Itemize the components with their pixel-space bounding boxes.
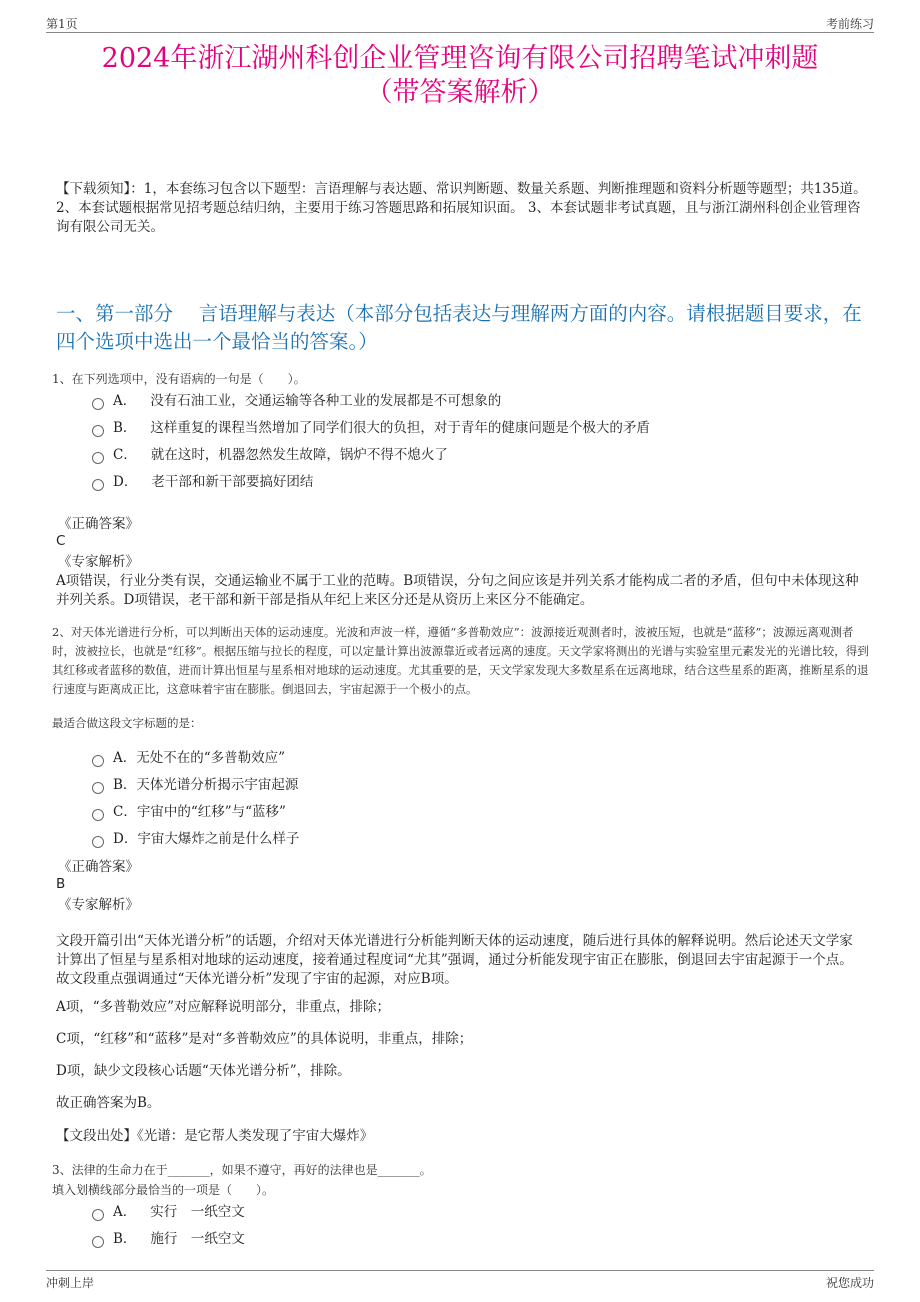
q2-source: 【文段出处】《光谱：是它帮人类发现了宇宙大爆炸》 <box>56 1128 374 1144</box>
radio-icon[interactable] <box>92 755 104 767</box>
q2-option-c[interactable]: C．宇宙中的“红移”与“蓝移” <box>92 802 286 822</box>
q3-option-b[interactable]: B． 施行 一纸空文 <box>92 1229 245 1249</box>
radio-icon[interactable] <box>92 836 104 848</box>
radio-icon[interactable] <box>92 1209 104 1221</box>
page-number: 第1页 <box>46 17 78 31</box>
question-3-prompt: 填入划横线部分最恰当的一项是（ ）。 <box>52 1183 275 1197</box>
expert-analysis-label: 《专家解析》 <box>58 897 139 913</box>
document-title <box>46 42 874 110</box>
footer-left: 冲刺上岸 <box>46 1276 95 1290</box>
title-line-1: 2024年浙江湖州科创企业管理咨询有限公司招聘笔试冲刺题 <box>101 43 819 74</box>
radio-icon[interactable] <box>92 1236 104 1248</box>
q2-analysis-d: D项，缺少文段核心话题“天体光谱分析”，排除。 <box>56 1063 351 1079</box>
radio-icon[interactable] <box>92 452 104 464</box>
radio-icon[interactable] <box>92 425 104 437</box>
q1-option-d[interactable]: D． 老干部和新干部要搞好团结 <box>92 472 313 492</box>
q2-analysis-main: 文段开篇引出“天体光谱分析”的话题，介绍对天体光谱进行分析能判断天体的运动速度，随后进行具体的解释说明。然后论述天文学家计算出了恒星与星系相对地球的运动速度，接着通过程度词“尤其”强调，通过分析能发现宇宙正在膨胀，倒退回去宇宙起源于一个点。故文段重点强调通过“天体光谱分析”发现了宇宙的起源，对应B项。 <box>56 933 853 987</box>
radio-icon[interactable] <box>92 479 104 491</box>
question-2-stem: 2、对天体光谱进行分析，可以判断出天体的运动速度。光波和声波一样，遵循“多普勒效应”：波源接近观测者时，波被压短，也就是“蓝移”；波源远离观测者时，波被拉长，也就是“红移”。根据压缩与拉长的程度，可以定量计算出波源靠近或者远离的速度。天文学家将测出的光谱与实验室里元素发光的光谱比较，得到其红移或者蓝移的数值，进而计算出恒星与星系相对地球的运动速度。尤其重要的是，天文学家发现大多数星系在远离地球，结合这些星系的距离，推断星系的退行速度与距离成正比，这意味着宇宙在膨胀。倒退回去，宇宙起源于一个极小的点。 <box>52 625 869 696</box>
q1-option-b[interactable]: B． 这样重复的课程当然增加了同学们很大的负担，对于青年的健康问题是个极大的矛盾 <box>92 418 650 438</box>
q2-option-a[interactable]: A．无处不在的“多普勒效应” <box>92 748 285 768</box>
q2-analysis-c: C项，“红移”和“蓝移”是对“多普勒效应”的具体说明，非重点，排除； <box>56 1031 473 1047</box>
q2-answer: B <box>56 876 66 892</box>
question-2-prompt: 最适合做这段文字标题的是： <box>52 716 202 730</box>
correct-answer-label: 《正确答案》 <box>58 516 139 532</box>
expert-analysis-label: 《专家解析》 <box>58 554 139 570</box>
correct-answer-label: 《正确答案》 <box>58 859 139 875</box>
header-tag: 考前练习 <box>825 17 874 31</box>
page-header <box>46 12 874 33</box>
q2-option-d[interactable]: D．宇宙大爆炸之前是什么样子 <box>92 829 299 849</box>
section-heading: 一、第一部分 言语理解与表达（本部分包括表达与理解两方面的内容。请根据题目要求，在四个选项中选出一个最恰当的答案。） <box>56 302 862 353</box>
radio-icon[interactable] <box>92 809 104 821</box>
title-line-2: （带答案解析） <box>365 77 555 108</box>
q2-conclusion: 故正确答案为B。 <box>56 1095 161 1111</box>
q1-analysis: A项错误，行业分类有误，交通运输业不属于工业的范畴。B项错误，分句之间应该是并列关系才能构成二者的矛盾，但句中未体现这种并列关系。D项错误，老干部和新干部是指从年纪上来区分还是从资历上来区分不能确定。 <box>56 573 859 608</box>
q1-answer: C <box>56 533 66 549</box>
download-notice: 【下载须知】：1，本套练习包含以下题型：言语理解与表达题、常识判断题、数量关系题、判断推理题和资料分析题等题型；共135道。 2、本套试题根据常见招考题总结归纳，主要用于练习答题思路和拓展知识面。 3、本套试题非考试真题，且与浙江湖州科创企业管理咨询有限公司无关。 <box>56 181 867 235</box>
radio-icon[interactable] <box>92 782 104 794</box>
page-footer <box>46 1270 874 1293</box>
question-3-stem: 3、法律的生命力在于_______，如果不遵守，再好的法律也是_______。 <box>52 1163 432 1177</box>
radio-icon[interactable] <box>92 398 104 410</box>
q2-option-b[interactable]: B．天体光谱分析揭示宇宙起源 <box>92 775 298 795</box>
q3-option-a[interactable]: A． 实行 一纸空文 <box>92 1202 245 1222</box>
question-1-stem: 1、在下列选项中，没有语病的一句是（ ）。 <box>52 372 306 386</box>
q1-option-c[interactable]: C． 就在这时，机器忽然发生故障，锅炉不得不熄火了 <box>92 445 448 465</box>
footer-right: 祝您成功 <box>825 1276 874 1290</box>
q2-analysis-a: A项，“多普勒效应”对应解释说明部分，非重点，排除； <box>56 999 391 1015</box>
q1-option-a[interactable]: A． 没有石油工业，交通运输等各种工业的发展都是不可想象的 <box>92 391 501 411</box>
